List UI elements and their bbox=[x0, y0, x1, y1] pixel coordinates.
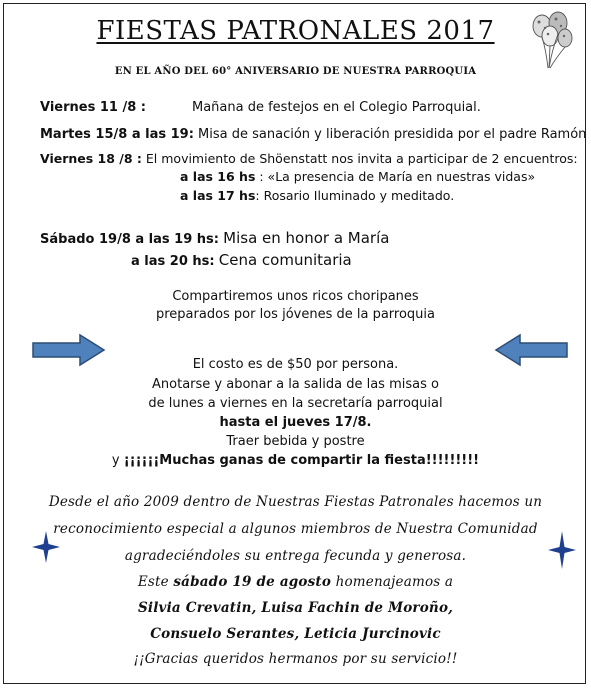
schedule-line-1: Viernes 11 /8 : Mañana de festejos en el Colegio Parroquial. bbox=[40, 100, 481, 115]
detail-line-5: de lunes a viernes en la secretaría parroquial bbox=[148, 396, 443, 411]
honorees-line-2: Consuelo Serantes, Leticia Jurcinovic bbox=[150, 626, 441, 642]
page-title: FIESTAS PATRONALES 2017 bbox=[96, 16, 495, 46]
tribute-line-1: Desde el año 2009 dentro de Nuestras Fiestas Patronales hacemos un bbox=[48, 494, 543, 510]
balloons-icon bbox=[528, 10, 574, 72]
detail-line-6: hasta el jueves 17/8. bbox=[219, 415, 372, 430]
tribute-line-4: Este sábado 19 de agosto homenajeamos a bbox=[137, 574, 454, 590]
tribute-line-3: agradeciéndoles su entrega fecunda y generosa. bbox=[124, 548, 467, 564]
detail-line-1: Compartiremos unos ricos choripanes bbox=[172, 289, 419, 304]
schedule-line-4: a las 16 hs : «La presencia de María en nuestras vidas» bbox=[180, 169, 536, 184]
schedule-line-5: a las 17 hs: Rosario Iluminado y meditado. bbox=[180, 188, 455, 203]
detail-line-2: preparados por los jóvenes de la parroquia bbox=[155, 307, 435, 322]
detail-line-8: y ¡¡¡¡¡¡Muchas ganas de compartir la fiesta!!!!!!!!! bbox=[111, 453, 480, 468]
honorees-line-1: Silvia Crevatin, Luisa Fachin de Moroño, bbox=[137, 600, 454, 616]
schedule-line-3: Viernes 18 /8 : El movimiento de Shöenstatt nos invita a participar de 2 encuentros: bbox=[40, 151, 578, 166]
saturday-mass-line: Sábado 19/8 a las 19 hs: Misa en honor a María bbox=[40, 229, 390, 247]
subtitle: EN EL AÑO DEL 60° ANIVERSARIO DE NUESTRA PARROQUIA bbox=[114, 66, 477, 77]
thanks-line: ¡¡Gracias queridos hermanos por su servicio!! bbox=[133, 651, 458, 667]
detail-line-7: Traer bebida y postre bbox=[226, 434, 365, 449]
detail-line-4: Anotarse y abonar a la salida de las misas o bbox=[152, 377, 439, 392]
saturday-dinner-line: a las 20 hs: Cena comunitaria bbox=[131, 251, 352, 269]
detail-line-3: El costo es de $50 por persona. bbox=[192, 357, 399, 372]
schedule-line-2: Martes 15/8 a las 19: Misa de sanación y liberación presidida por el padre Ramón bbox=[40, 127, 587, 142]
tribute-line-2: reconocimiento especial a algunos miembros de Nuestra Comunidad bbox=[53, 521, 538, 537]
